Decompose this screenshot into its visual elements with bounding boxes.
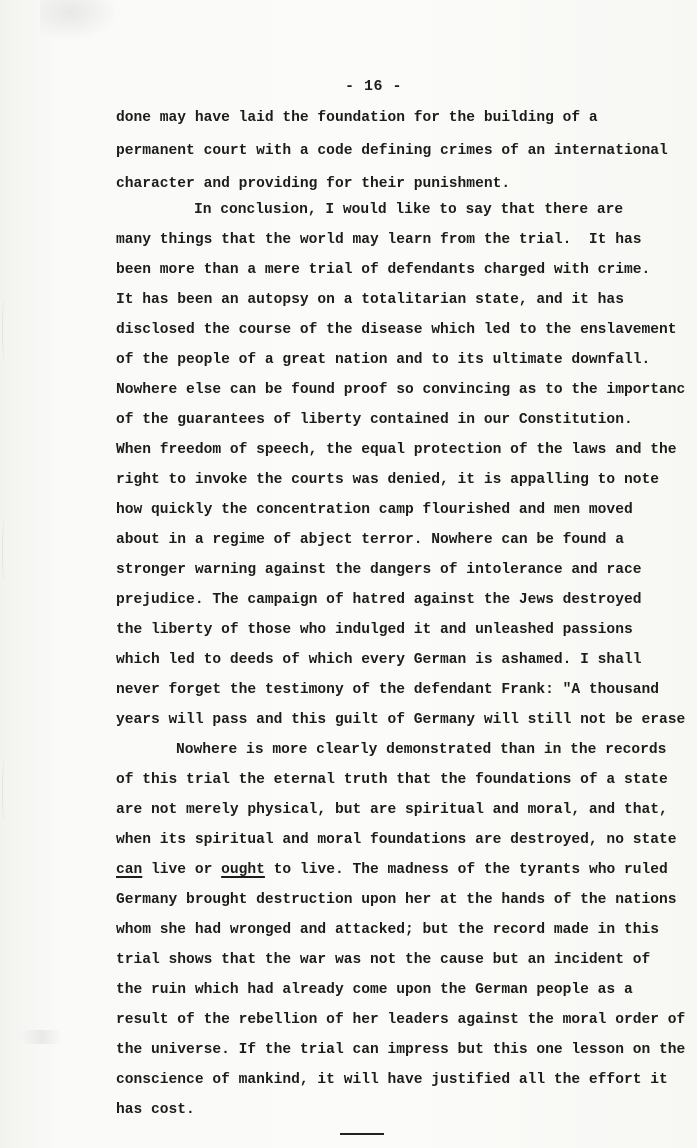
text-line: of the people of a great nation and to its ultimate downfall. bbox=[116, 352, 651, 368]
text-line: Nowhere else can be found proof so convincing as to the importanc bbox=[116, 382, 686, 398]
text-line: of this trial the eternal truth that the foundations of a state bbox=[116, 772, 668, 788]
text-line: many things that the world may learn from the trial. It has bbox=[116, 232, 642, 248]
underlined-word: can bbox=[116, 862, 143, 878]
text-segment: to live. The madness of the tyrants who ruled bbox=[264, 862, 668, 878]
text-line: done may have laid the foundation for the building of a bbox=[116, 110, 598, 126]
text-line: about in a regime of abject terror. Nowhere can be found a bbox=[116, 532, 624, 548]
text-line: never forget the testimony of the defendant Frank: "A thousand bbox=[116, 682, 659, 698]
text-line: how quickly the concentration camp flourished and men moved bbox=[116, 502, 633, 518]
text-line-with-underlines bbox=[116, 862, 668, 878]
text-line: right to invoke the courts was denied, it is appalling to note bbox=[116, 472, 659, 488]
text-line: prejudice. The campaign of hatred against the Jews destroyed bbox=[116, 592, 642, 608]
text-line: disclosed the course of the disease which led to the enslavement bbox=[116, 322, 677, 338]
margin-mark bbox=[2, 760, 9, 820]
underlined-word: ought bbox=[221, 862, 265, 878]
margin-mark bbox=[2, 520, 9, 580]
text-line: when its spiritual and moral foundations are destroyed, no state bbox=[116, 832, 677, 848]
faint-margin-note bbox=[22, 1030, 62, 1044]
paper-smudge bbox=[40, 0, 115, 40]
text-line: character and providing for their punishment. bbox=[116, 176, 511, 192]
end-rule bbox=[340, 1133, 384, 1135]
text-line: trial shows that the war was not the cause but an incident of bbox=[116, 952, 651, 968]
text-line: When freedom of speech, the equal protection of the laws and the bbox=[116, 442, 677, 458]
margin-mark bbox=[2, 300, 9, 360]
text-line: result of the rebellion of her leaders against the moral order of bbox=[116, 1012, 686, 1028]
text-line: of the guarantees of liberty contained in our Constitution. bbox=[116, 412, 633, 428]
text-line: permanent court with a code defining crimes of an international bbox=[116, 143, 668, 159]
text-line: the ruin which had already come upon the German people as a bbox=[116, 982, 633, 998]
text-line: which led to deeds of which every German is ashamed. I shall bbox=[116, 652, 642, 668]
text-line: the universe. If the trial can impress but this one lesson on the bbox=[116, 1042, 686, 1058]
paragraph-start: Nowhere is more clearly demonstrated than in the records bbox=[176, 742, 667, 758]
text-line: are not merely physical, but are spiritual and moral, and that, bbox=[116, 802, 668, 818]
text-line: Germany brought destruction upon her at the hands of the nations bbox=[116, 892, 677, 908]
text-line: conscience of mankind, it will have justified all the effort it bbox=[116, 1072, 668, 1088]
text-line: It has been an autopsy on a totalitarian state, and it has bbox=[116, 292, 624, 308]
text-segment: live or bbox=[142, 862, 222, 878]
text-line: years will pass and this guilt of Germany will still not be erase bbox=[116, 712, 686, 728]
text-line: the liberty of those who indulged it and unleashed passions bbox=[116, 622, 633, 638]
page-number: - 16 - bbox=[344, 78, 402, 95]
text-line: stronger warning against the dangers of intolerance and race bbox=[116, 562, 642, 578]
text-line: whom she had wronged and attacked; but the record made in this bbox=[116, 922, 659, 938]
text-line: been more than a mere trial of defendants charged with crime. bbox=[116, 262, 651, 278]
text-line: has cost. bbox=[116, 1102, 195, 1118]
paragraph-start: In conclusion, I would like to say that there are bbox=[194, 202, 624, 218]
